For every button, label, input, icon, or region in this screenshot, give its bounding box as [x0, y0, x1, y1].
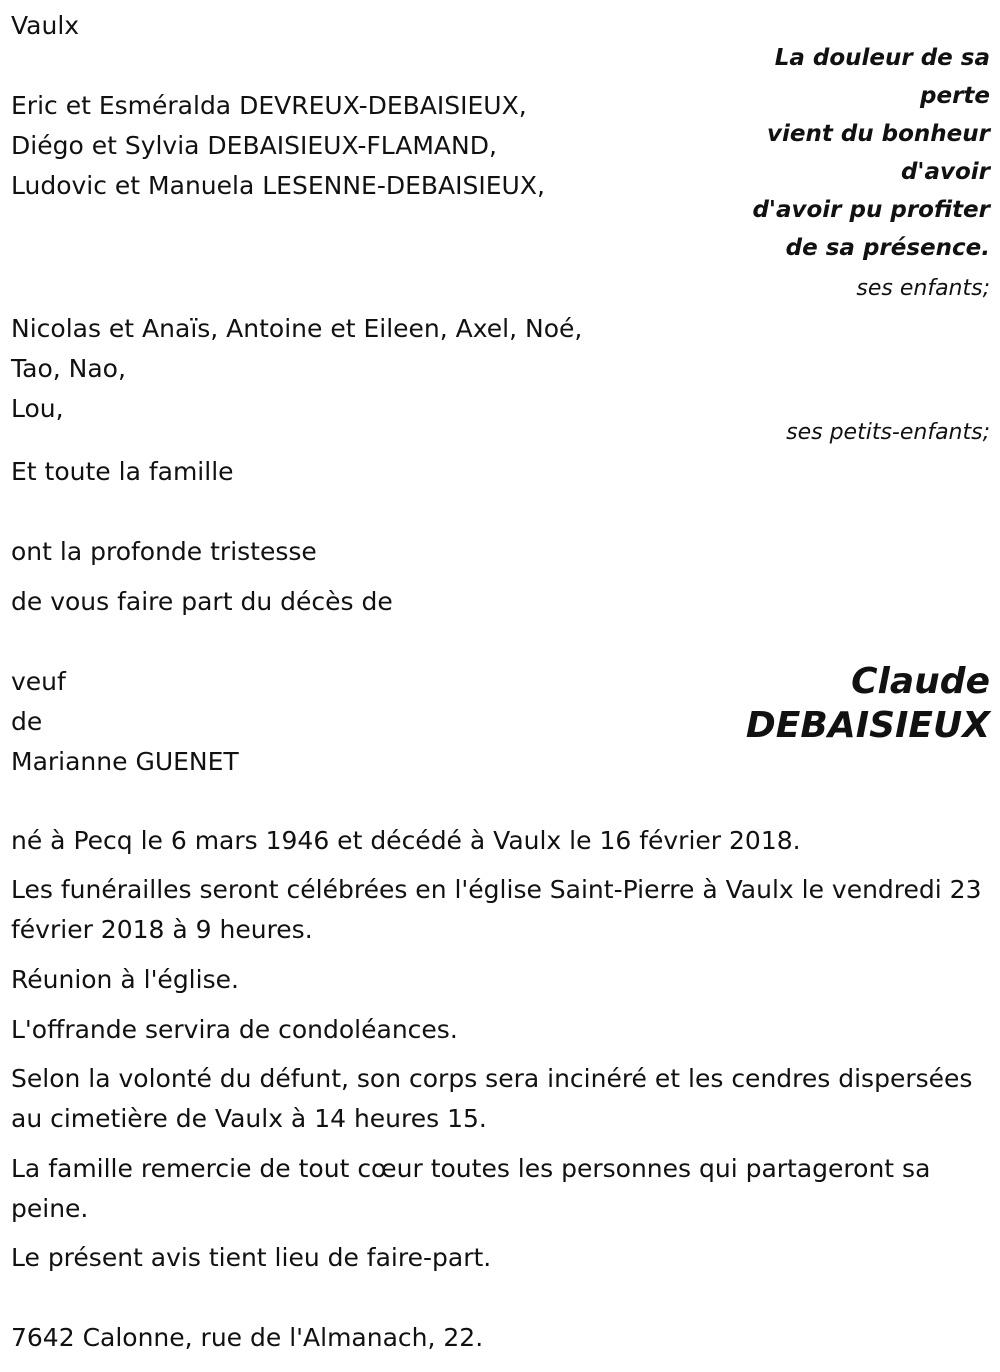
details-paragraph: né à Pecq le 6 mars 1946 et décédé à Vaulx le 16 février 2018.: [11, 826, 801, 855]
deceased-last-name: DEBAISIEUX: [745, 705, 990, 746]
widow-of: [11, 662, 239, 782]
child-couple: Ludovic et Manuela LESENNE-DEBAISIEUX,: [11, 171, 545, 200]
details-paragraph: Les funérailles seront célébrées en l'église Saint-Pierre à Vaulx le vendredi 23 février 2018 à 9 heures.: [11, 875, 982, 944]
widow-line: de: [11, 707, 43, 736]
quote-line: La douleur de sa perte: [774, 45, 990, 109]
deceased-name: [746, 660, 990, 748]
grandchildren-role: ses petits-enfants;: [786, 420, 990, 445]
child-couple: Diégo et Sylvia DEBAISIEUX-FLAMAND,: [11, 131, 497, 160]
family-line: Et toute la famille: [11, 457, 234, 486]
children-role: ses enfants;: [856, 276, 990, 301]
child-couple: Eric et Esméralda DEVREUX-DEBAISIEUX,: [11, 91, 527, 120]
details-paragraph: Réunion à l'église.: [11, 965, 239, 994]
details-paragraph: L'offrande servira de condoléances.: [11, 1015, 458, 1044]
details-paragraph: Le présent avis tient lieu de faire-part.: [11, 1243, 492, 1272]
children-list: [11, 86, 545, 206]
contact-address: 7642 Calonne, rue de l'Almanach, 22.: [11, 1323, 484, 1352]
announcement-line-2: de vous faire part du décès de: [11, 587, 393, 616]
details-paragraph: La famille remercie de tout cœur toutes les personnes qui partageront sa peine.: [11, 1154, 931, 1223]
quote-line: vient du bonheur d'avoir: [766, 121, 990, 185]
details-paragraph: Selon la volonté du défunt, son corps sera incinéré et les cendres dispersées au cimetière de Vaulx à 14 heures 15.: [11, 1064, 973, 1133]
widow-line: veuf: [11, 667, 66, 696]
quote-line: d'avoir pu profiter: [752, 197, 990, 223]
grandchild-names: Tao, Nao,: [11, 354, 126, 383]
deceased-first-name: Claude: [851, 661, 990, 702]
grandchild-names: Nicolas et Anaïs, Antoine et Eileen, Axel, Noé,: [11, 314, 583, 343]
spouse-name: Marianne GUENET: [11, 747, 239, 776]
location-header: Vaulx: [11, 11, 80, 40]
memorial-quote: [730, 39, 990, 267]
grandchildren-list: [11, 309, 582, 429]
announcement-line-1: ont la profonde tristesse: [11, 537, 317, 566]
grandchild-names: Lou,: [11, 394, 64, 423]
quote-line: de sa présence.: [785, 235, 990, 261]
